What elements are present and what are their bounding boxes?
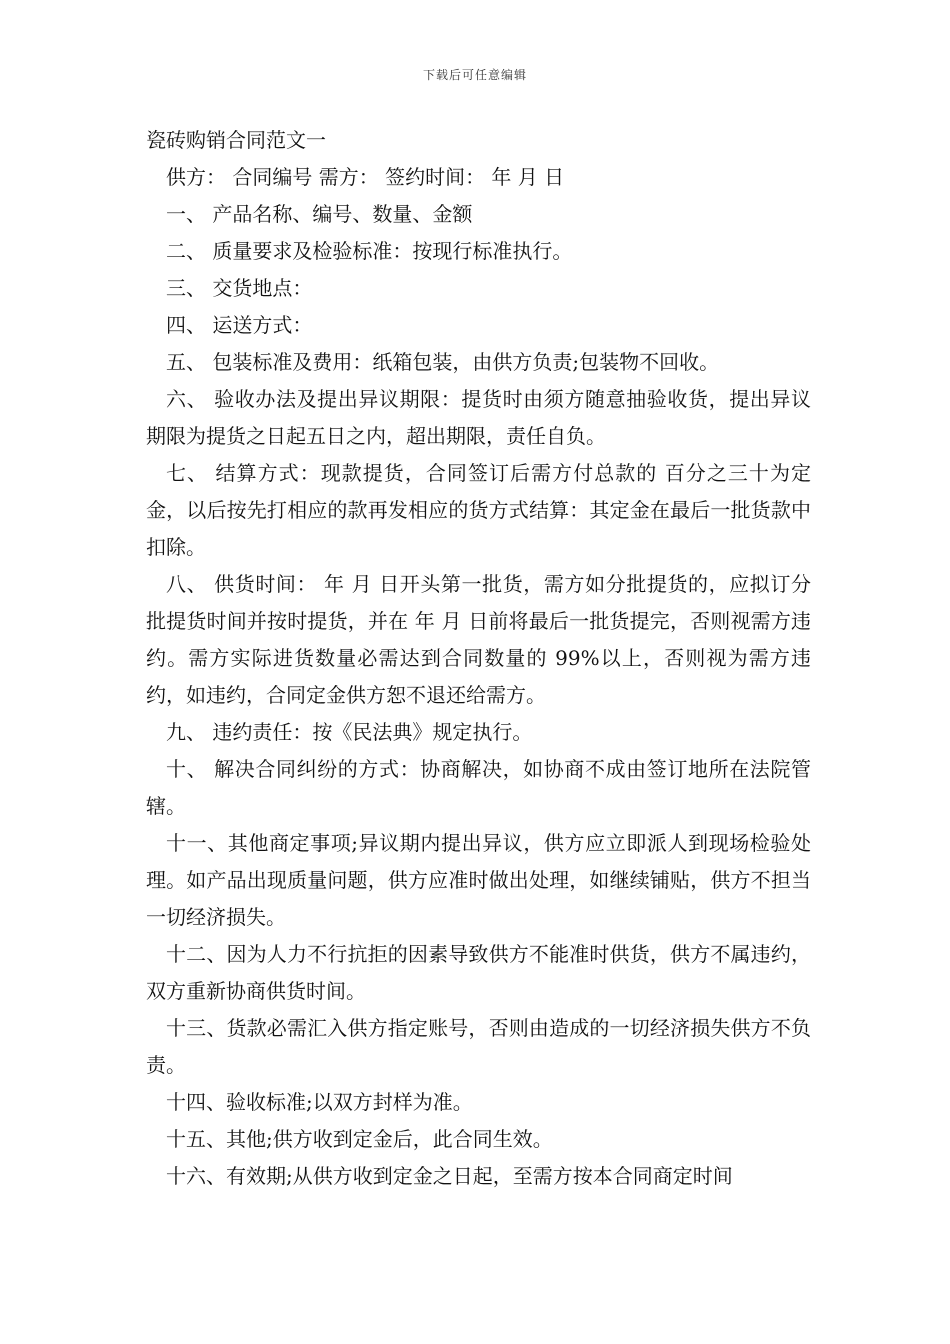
clause-4-transport: 四、 运送方式： bbox=[166, 313, 313, 337]
clause-7-settlement: 七、 结算方式：现款提货，合同签订后需方付总款的 百分之三十为定金，以后按先打相应的款再发相应的货方式结算：其定金在最后一批货款中扣除。 bbox=[146, 461, 811, 559]
document-body bbox=[146, 122, 811, 1195]
clause-12-force-majeure: 十二、因为人力不行抗拒的因素导致供方不能准时供货，供方不属违约，双方重新协商供货时间。 bbox=[146, 942, 811, 1003]
clause-15-other: 十五、其他;供方收到定金后，此合同生效。 bbox=[166, 1127, 553, 1151]
clause-13-payment: 十三、货款必需汇入供方指定账号，否则由造成的一切经济损失供方不负责。 bbox=[146, 1016, 811, 1077]
clause-8-supply-time: 八、 供货时间： 年 月 日开头第一批货，需方如分批提货的，应拟订分批提货时间并按时提货，并在 年 月 日前将最后一批货提完，否则视需方违约。需方实际进货数量必需达到合同数量的 99%以上，否则视为需方违约，如违约，合同定金供方恕不退还给需方。 bbox=[146, 572, 811, 707]
clause-10-disputes: 十、 解决合同纠纷的方式：协商解决，如协商不成由签订地所在法院管辖。 bbox=[146, 757, 811, 818]
clause-3-delivery-place: 三、 交货地点： bbox=[166, 276, 313, 300]
clause-6-acceptance: 六、 验收办法及提出异议期限：提货时由须方随意抽验收货，提出异议期限为提货之日起五日之内，超出期限，责任自负。 bbox=[146, 387, 811, 448]
clause-9-liability: 九、 违约责任：按《民法典》规定执行。 bbox=[166, 720, 533, 744]
clause-11-other-matters: 十一、其他商定事项;异议期内提出异议，供方应立即派人到现场检验处理。如产品出现质量问题，供方应准时做出处理，如继续铺贴，供方不担当一切经济损失。 bbox=[146, 831, 811, 929]
clause-parties: 供方： 合同编号 需方： 签约时间： 年 月 日 bbox=[166, 165, 565, 189]
clause-14-acceptance-standard: 十四、验收标准;以双方封样为准。 bbox=[166, 1090, 473, 1114]
clause-16-validity: 十六、有效期;从供方收到定金之日起，至需方按本合同商定时间 bbox=[166, 1164, 733, 1188]
page-header-note: 下载后可任意编辑 bbox=[422, 68, 527, 82]
clause-1-product: 一、 产品名称、编号、数量、金额 bbox=[166, 202, 473, 226]
clause-5-packaging: 五、 包装标准及费用：纸箱包装，由供方负责;包装物不回收。 bbox=[166, 350, 720, 374]
clause-2-quality: 二、 质量要求及检验标准：按现行标准执行。 bbox=[166, 239, 573, 263]
document-title: 瓷砖购销合同范文一 bbox=[146, 128, 326, 152]
